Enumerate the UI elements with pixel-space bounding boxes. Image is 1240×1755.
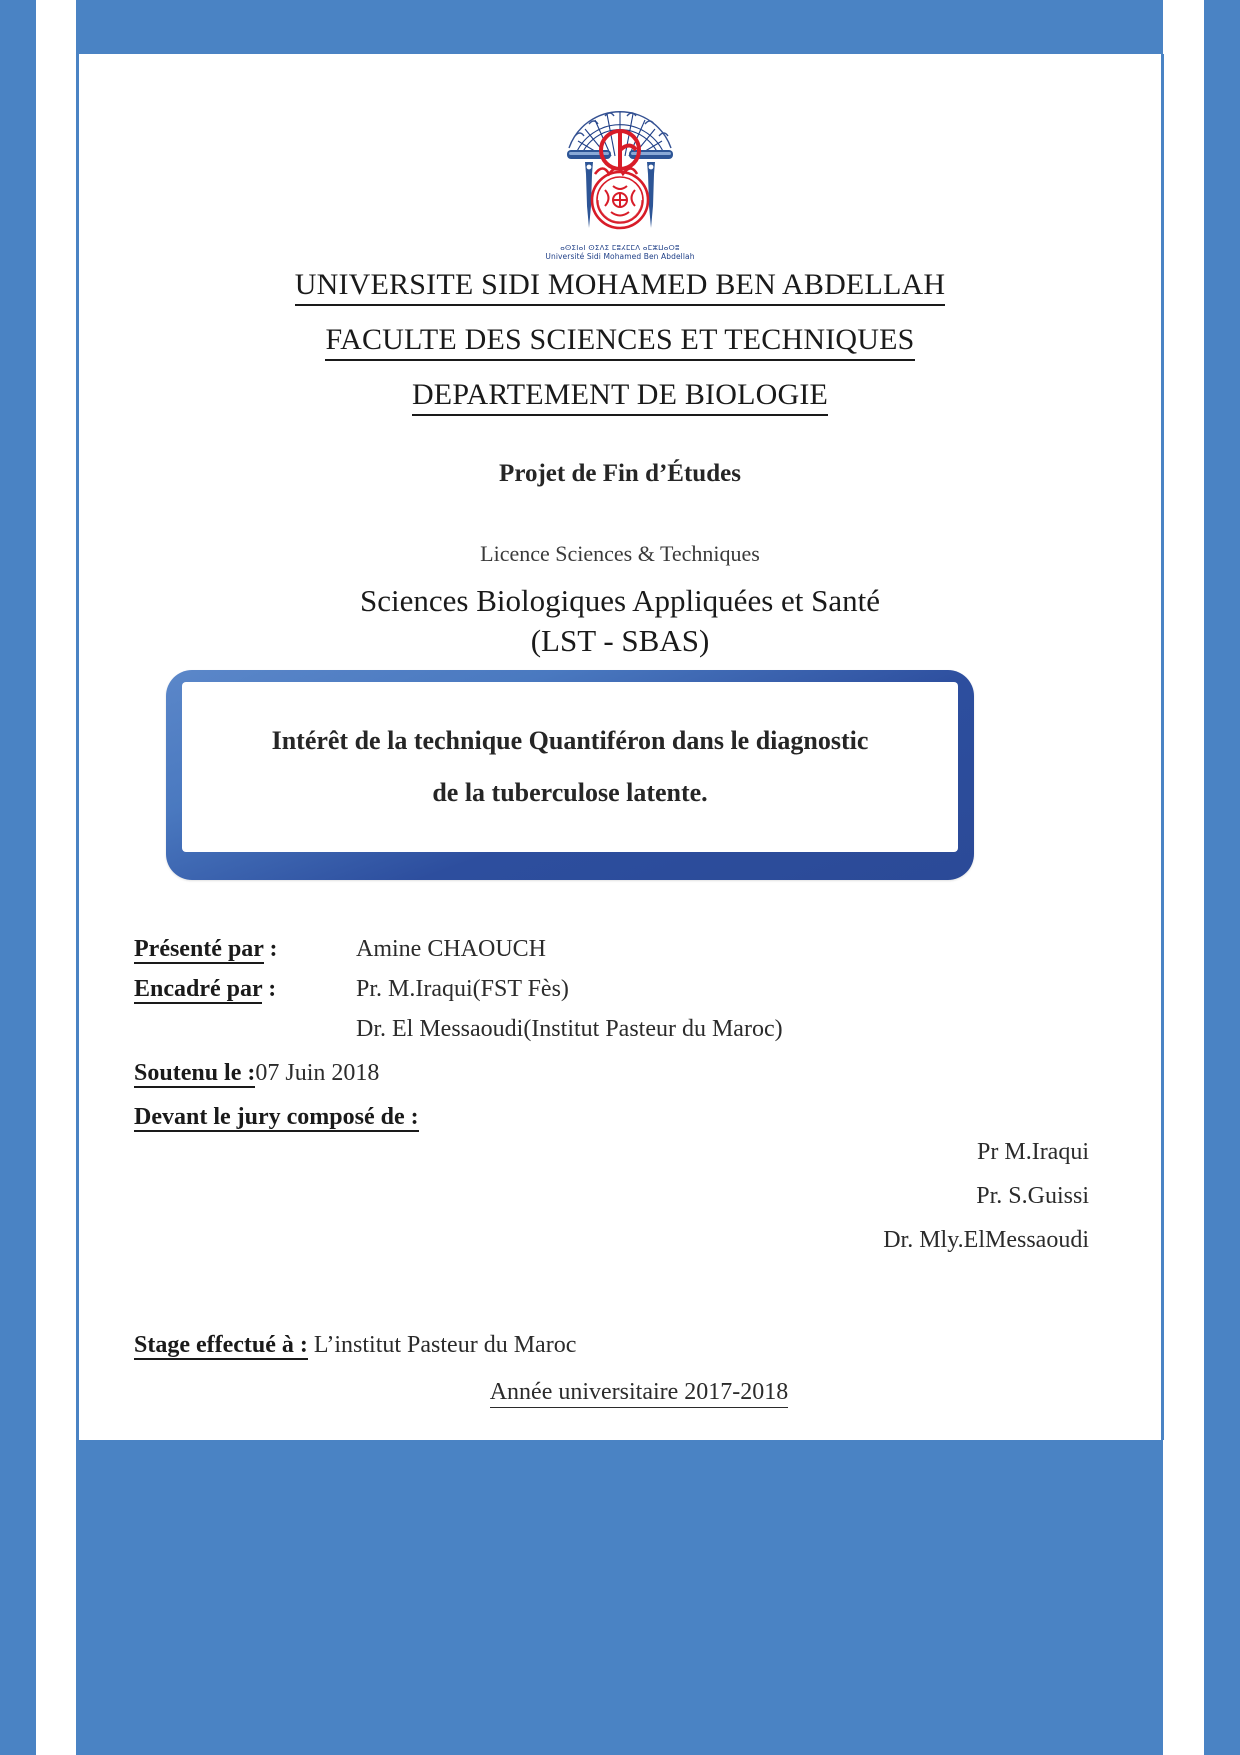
row-defence-date bbox=[134, 1060, 1144, 1087]
academic-year-text: Année universitaire 2017-2018 bbox=[490, 1379, 789, 1408]
thesis-title-line-2: de la tuberculose latente. bbox=[432, 778, 708, 807]
thesis-title-box bbox=[166, 670, 974, 880]
degree-name: Licence Sciences & Techniques bbox=[480, 541, 760, 566]
row-supervised-by-2 bbox=[134, 1016, 1144, 1043]
defence-date-label bbox=[134, 1060, 255, 1087]
internship-line bbox=[134, 1332, 1144, 1359]
university-crest-icon bbox=[545, 78, 695, 238]
defence-date-label-text: Soutenu le : bbox=[134, 1060, 256, 1086]
jury-list bbox=[134, 1139, 1089, 1271]
internship-label-text: Stage effectué à : bbox=[134, 1332, 308, 1358]
thesis-title-line-1: Intérêt de la technique Quantiféron dans le diagnostic bbox=[271, 726, 869, 755]
jury-member: Dr. Mly.ElMessaoudi bbox=[883, 1227, 1089, 1253]
internship-value: L’institut Pasteur du Maroc bbox=[313, 1332, 577, 1358]
page-border-left bbox=[0, 0, 36, 1755]
heading-faculty-text: FACULTE DES SCIENCES ET TECHNIQUES bbox=[325, 323, 914, 361]
supervised-by-label bbox=[134, 976, 356, 1003]
page-gutter-left bbox=[36, 0, 76, 1440]
program-line-1: Sciences Biologiques Appliquées et Santé bbox=[359, 583, 881, 618]
thesis-title-inner bbox=[182, 682, 958, 852]
presented-by-label-text: Présenté par bbox=[134, 936, 264, 962]
academic-year-line bbox=[134, 1379, 1144, 1406]
row-presented-by bbox=[134, 936, 1144, 963]
presented-by-value: Amine CHAOUCH bbox=[356, 936, 546, 962]
page-gutter-right bbox=[1163, 0, 1204, 1440]
page-gutter-right-bottom bbox=[1163, 1440, 1204, 1755]
internship-label bbox=[134, 1332, 314, 1360]
jury-heading-label-text: Devant le jury composé de : bbox=[134, 1104, 419, 1130]
jury-heading-label bbox=[134, 1104, 419, 1131]
project-kind: Projet de Fin d’Études bbox=[499, 460, 741, 487]
page-border-right bbox=[1204, 0, 1240, 1755]
row-jury-heading bbox=[134, 1104, 1144, 1131]
presented-by-colon: : bbox=[263, 936, 278, 962]
page-border-top bbox=[0, 0, 1240, 54]
logo-caption-french: Université Sidi Mohamed Ben Abdellah bbox=[545, 252, 695, 261]
supervised-by-colon: : bbox=[262, 976, 277, 1002]
heading-department bbox=[79, 380, 1161, 410]
jury-member: Pr. S.Guissi bbox=[976, 1183, 1089, 1209]
page-gutter-left-bottom bbox=[36, 1440, 76, 1755]
thesis-metadata bbox=[134, 936, 1144, 1144]
program-line-2: (LST - SBAS) bbox=[530, 622, 710, 658]
heading-university bbox=[79, 270, 1161, 300]
heading-department-text: DEPARTEMENT DE BIOLOGIE bbox=[412, 378, 828, 416]
university-logo-block bbox=[79, 78, 1161, 261]
institution-heading bbox=[79, 270, 1161, 435]
page-border-bottom bbox=[0, 1440, 1240, 1755]
heading-university-text: UNIVERSITE SIDI MOHAMED BEN ABDELLAH bbox=[295, 268, 946, 306]
row-supervised-by bbox=[134, 976, 1144, 1003]
presented-by-label bbox=[134, 936, 356, 963]
supervised-by-value-2: Dr. El Messaoudi(Institut Pasteur du Maroc) bbox=[356, 1016, 783, 1042]
cover-page bbox=[79, 54, 1161, 1440]
program-block bbox=[79, 581, 1161, 660]
page-rule-right bbox=[1161, 54, 1164, 1440]
logo-caption-tifinagh: ⴰⵙⵉⵏⴰⵏ ⵙⵉⴷⵉ ⵎⵓⵃⵎⵎⴷ ⴰⵎⵣⵡⴰⵔⵓ bbox=[560, 244, 680, 252]
supervised-by-label-text: Encadré par bbox=[134, 976, 263, 1002]
supervised-by-value: Pr. M.Iraqui(FST Fès) bbox=[356, 976, 569, 1002]
defence-date-value: 07 Juin 2018 bbox=[255, 1060, 380, 1086]
heading-faculty bbox=[79, 325, 1161, 355]
jury-member: Pr M.Iraqui bbox=[977, 1139, 1089, 1165]
